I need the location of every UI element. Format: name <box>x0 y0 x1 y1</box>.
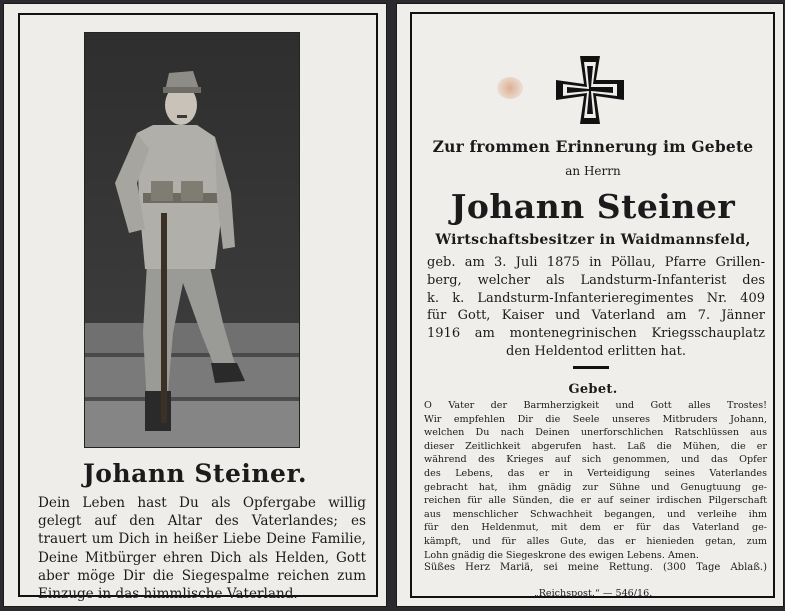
memorial-card-left <box>3 3 387 607</box>
prayer-line: aus menschlicher Schwachheit begangen, und verleihe ihm <box>424 508 767 520</box>
prayer-line: Lohn gnädig die Siegeskrone des ewigen Lebens. Amen. <box>424 549 699 561</box>
bio-line: 1916 am montenegrinischen Kriegsschauplatz <box>427 326 765 342</box>
deceased-name-heading: Johann Steiner. <box>82 459 308 488</box>
paper-stain <box>497 77 523 99</box>
bio-line: berg, welcher als Landsturm-Infanterist des <box>427 272 765 288</box>
prayer-line: des Lebens, das er in Verteidigung seines Vaterlandes <box>424 467 767 479</box>
soldier-portrait-photo <box>84 32 300 448</box>
memorial-card-right <box>396 3 784 607</box>
verse-line: trauert um Dich in heißer Liebe Deine Familie, <box>38 531 366 548</box>
bio-line: k. k. Landsturm-Infanterieregimentes Nr. 409 <box>427 290 765 306</box>
verse-line: Einzuge in das himmlische Vaterland. <box>38 586 298 603</box>
prayer-line: Wir empfehlen Dir die Seele unseres Mitbruders Johann, <box>424 413 767 425</box>
prayer-line: dieser Zeitlichkeit abgerufen hast. Laß die Mühen, die er <box>424 440 767 452</box>
an-herrn-label: an Herrn <box>565 164 621 178</box>
bio-line: für Gott, Kaiser und Vaterland am 7. Jänner <box>427 308 765 324</box>
prayer-line: O Vater der Barmherzigkeit und Gott alles Trostes! <box>424 400 767 411</box>
verse-line: aber möge Dir die Siegespalme reichen zum <box>38 567 366 584</box>
prayer-line: während des Krieges auf sich genommen, und das Opfer <box>424 454 767 466</box>
verse-line: Dein Leben hast Du als Opfergabe willig <box>38 495 366 511</box>
print-footer: „Reichspost.“ — 546/16. <box>533 588 653 599</box>
iron-cross-icon <box>554 54 626 126</box>
memorial-dedication: Zur frommen Erinnerung im Gebete <box>432 137 754 156</box>
prayer-line: kämpft, und für alles Gute, das er hienieden getan, zum <box>424 535 767 547</box>
prayer-text <box>424 399 767 562</box>
prayer-line: welchen Du nach Deinen unerforschlichen Ratschlüssen aus <box>424 427 767 439</box>
soldier-photo-illustration <box>85 33 299 447</box>
verse-line: Deine Mitbürger ehren Dich als Helden, Gott <box>38 549 366 566</box>
indulgence-line: Süßes Herz Mariä, sei meine Rettung. (300 Tage Ablaß.) <box>424 562 767 573</box>
biography-text <box>427 254 765 361</box>
bio-line: geb. am 3. Juli 1875 in Pöllau, Pfarre Grillen- <box>427 255 765 270</box>
prayer-line: für den Heldenmut, mit dem er für das Vaterland ge- <box>424 522 767 534</box>
prayer-line: gebracht hat, ihm gnädig zur Sühne und Genugtuung ge- <box>424 481 767 493</box>
section-divider <box>573 366 609 369</box>
deceased-name-title: Johann Steiner <box>450 187 736 226</box>
prayer-line: reichen für alle Sünden, die er auf seiner irdischen Pilgerschaft <box>424 495 767 507</box>
bio-line: den Heldentod erlitten hat. <box>506 343 686 359</box>
memorial-verse <box>38 494 366 603</box>
verse-line: gelegt auf den Altar des Vaterlandes; es <box>38 513 366 530</box>
occupation-line: Wirtschaftsbesitzer in Waidmannsfeld, <box>435 232 751 248</box>
prayer-title: Gebet. <box>568 382 618 397</box>
